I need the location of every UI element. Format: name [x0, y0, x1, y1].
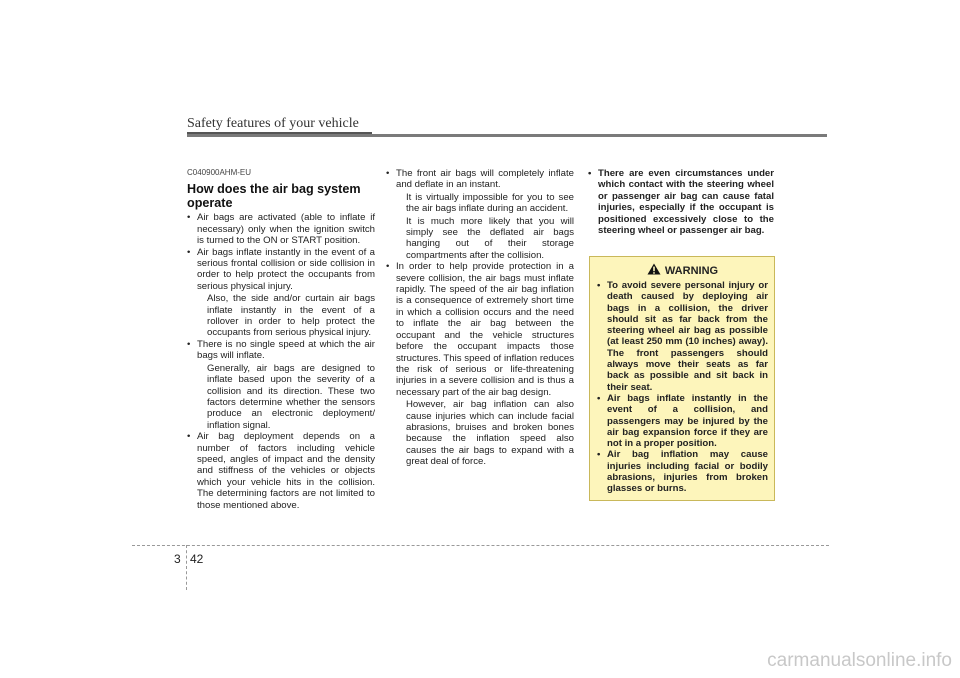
warning-triangle-icon	[647, 263, 661, 278]
list-item	[597, 449, 768, 494]
warning-header	[597, 263, 768, 278]
bullet-continuation: It is virtually impossible for you to see the air bags inflate during an accident.	[406, 191, 574, 215]
bullet-continuation: Generally, air bags are designed to inflate based upon the severity of a collision and its direction. These two factors determine whether the sensors produce an electronic deployment/ inflation signal.	[207, 362, 375, 431]
list-item	[187, 339, 375, 431]
bullet-text: • Air bags are activated (able to inflate if necessary) only when the ignition switch is turned to the ON or START position.	[197, 212, 375, 247]
section-code: C040900AHM-EU	[187, 168, 252, 177]
col2-bullet-list	[386, 168, 574, 468]
list-item	[597, 280, 768, 393]
column-1	[187, 167, 375, 511]
warning-text: To avoid severe personal injury or death caused by deploying air bags in a collision, the driver should sit as far back from the steering wheel air bag as possible (at least 250 mm (10 inches) away). The front passengers should always move their seats as far back as possible and sit back in their seat.	[607, 280, 768, 393]
col3-bullet-list	[588, 168, 774, 236]
footer-divider	[186, 545, 187, 590]
warning-bullet-list	[597, 280, 768, 495]
bullet-text: • Air bag deployment depends on a number of factors including vehicle speed, angles of impact and the density and stiffness of the vehicles or objects which your vehicle hits in the collision. The determining factors are not limited to those mentioned above.	[197, 431, 375, 511]
bullet-text: • The front air bags will completely inflate and deflate in an instant.	[396, 168, 574, 191]
page-number: 42	[190, 552, 204, 566]
bullet-text: • There is no single speed at which the air bags will inflate.	[197, 338, 375, 362]
section-heading: How does the air bag system operate	[187, 182, 361, 210]
list-item	[187, 247, 375, 339]
column-2	[386, 168, 574, 468]
column-3	[588, 168, 774, 236]
warning-title: WARNING	[664, 264, 719, 277]
list-item	[187, 431, 375, 511]
list-item	[386, 261, 574, 467]
list-item	[187, 212, 375, 246]
watermark: carmanualsonline.info	[767, 650, 952, 671]
header-rule	[187, 134, 827, 137]
list-item	[588, 168, 774, 236]
warning-text: Air bags inflate instantly in the event of a collision, and passengers may be injured by the air bag expansion force if they are not in a proper position.	[607, 392, 768, 450]
bullet-continuation: Also, the side and/or curtain air bags inflate instantly in the event of a rollover in order to help protect the occupants from serious physical injury.	[207, 293, 375, 339]
list-item	[597, 393, 768, 449]
section-number: 3	[174, 552, 181, 566]
warning-box	[589, 256, 775, 501]
bullet-text: • There are even circumstances under which contact with the steering wheel or passenger air bag can cause fatal injuries, especially if the occupant is positioned excessively close to the steering wheel or passenger air bag.	[598, 168, 774, 237]
bullet-continuation: It is much more likely that you will simply see the deflated air bags hanging out of their storage compartments after the collision.	[406, 215, 574, 261]
bullet-continuation: However, air bag inflation can also cause injuries which can include facial abrasions, bruises and broken bones because the inflation speed also causes the air bags to expand with a great deal of force.	[406, 399, 574, 468]
col1-bullet-list	[187, 212, 375, 511]
bullet-text: • In order to help provide protection in a severe collision, the air bags must inflate rapidly. The speed of the air bag inflation is a consequence of extremely short time in which a collision occurs and the need to inflate the air bag between the occupant and the vehicle structures before the occupant impacts those structures. This speed of inflation reduces the risk of serious or life-threatening injuries in a severe collision and is thus a necessary part of the air bag design.	[396, 261, 574, 398]
bullet-text: • Air bags inflate instantly in the event of a serious frontal collision or side collision in order to help protect the occupants from serious physical injury.	[197, 246, 375, 292]
list-item	[386, 168, 574, 261]
header-title: Safety features of your vehicle	[187, 116, 359, 131]
warning-text: Air bag inflation may cause injuries including facial or bodily abrasions, injuries from broken glasses or burns.	[607, 449, 768, 495]
footer-rule	[132, 545, 829, 546]
